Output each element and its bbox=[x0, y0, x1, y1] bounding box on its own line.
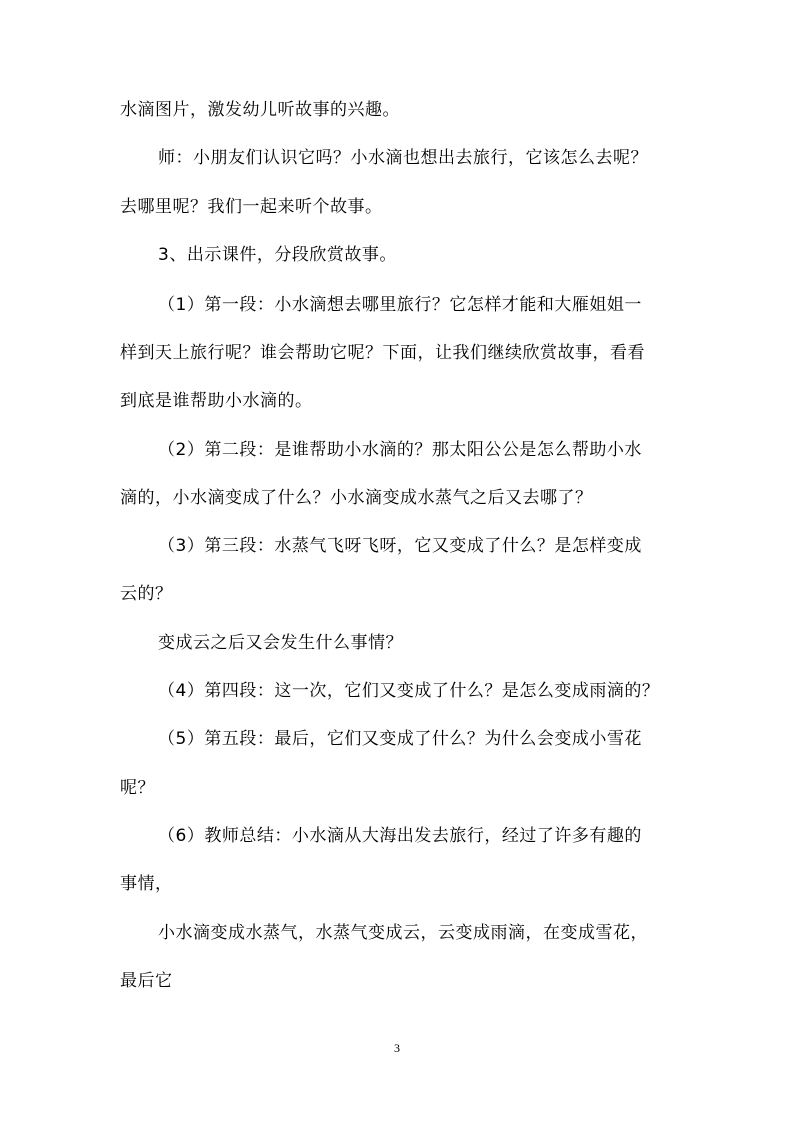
text-line: 3、出示课件，分段欣赏故事。 bbox=[158, 245, 397, 265]
text-line: 师：小朋友们认识它吗？小水滴也想出去旅行，它该怎么去呢？ bbox=[158, 148, 648, 168]
text-line: 到底是谁帮助小水滴的。 bbox=[120, 391, 313, 411]
text-line: 去哪里呢？我们一起来听个故事。 bbox=[120, 197, 383, 217]
text-line: （6）教师总结：小水滴从大海出发去旅行，经过了许多有趣的 bbox=[158, 826, 642, 846]
text-line: 最后它 bbox=[120, 971, 173, 991]
text-line: 事情， bbox=[120, 874, 173, 894]
text-line: 水滴图片，激发幼儿听故事的兴趣。 bbox=[120, 100, 400, 120]
text-line: 滴的，小水滴变成了什么？小水滴变成水蒸气之后又去哪了？ bbox=[120, 488, 593, 508]
text-line: 小水滴变成水蒸气，水蒸气变成云，云变成雨滴，在变成雪花， bbox=[158, 923, 648, 943]
text-line: 样到天上旅行呢？谁会帮助它呢？下面，让我们继续欣赏故事，看看 bbox=[120, 343, 645, 363]
text-line: 云的？ bbox=[120, 584, 173, 604]
text-line: （1）第一段：小水滴想去哪里旅行？它怎样才能和大雁姐姐一 bbox=[158, 295, 642, 315]
page-number: 3 bbox=[394, 1041, 400, 1055]
text-line: （4）第四段：这一次，它们又变成了什么？是怎么变成雨滴的？ bbox=[158, 681, 660, 701]
text-line: 变成云之后又会发生什么事情？ bbox=[158, 633, 403, 653]
text-line: 呢？ bbox=[120, 778, 155, 798]
text-line: （2）第二段：是谁帮助小水滴的？那太阳公公是怎么帮助小水 bbox=[158, 440, 642, 460]
text-line: （5）第五段：最后，它们又变成了什么？为什么会变成小雪花 bbox=[158, 729, 642, 749]
text-line: （3）第三段：水蒸气飞呀飞呀，它又变成了什么？是怎样变成 bbox=[158, 536, 642, 556]
